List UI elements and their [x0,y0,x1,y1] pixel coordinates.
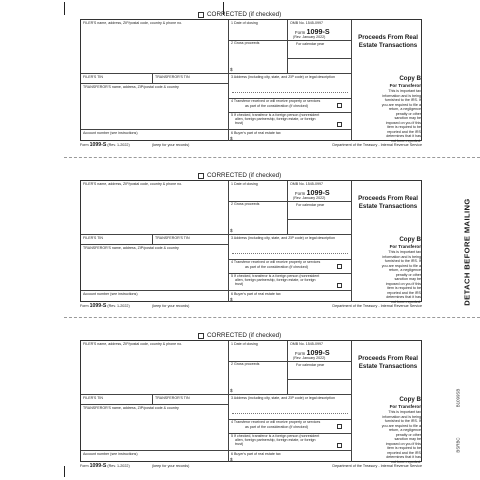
calendar-year-label: For calendar year [296,363,325,367]
box5-label-line3: trust) [235,282,244,286]
footer-form-number: Form 1099-S (Rev. 1-2022) [80,463,130,469]
corrected-label: CORRECTED (if checked) [207,11,282,18]
copy-b-label: Copy B [399,236,421,243]
box5-label-line3: trust) [235,442,244,446]
filer-tin-field[interactable] [81,239,152,244]
transferor-tin-label: TRANSFEROR'S TIN [155,396,190,400]
box6-dollar-sign: $ [230,297,233,302]
box3-address-label: 3 Address (including city, state, and ZIP code) or legal description [231,396,335,400]
filer-tin-field[interactable] [81,399,152,404]
box2-gross-proceeds-field[interactable] [233,207,287,234]
perforation-line-1 [64,157,480,158]
form-footer [80,463,422,471]
account-number-field[interactable] [81,134,228,141]
side-code-top: B1099SB [455,388,461,408]
account-number-label: Account number (see instructions) [83,292,138,296]
box4-label-line2: as part of the consideration (if checked) [245,265,308,269]
box2-gross-proceeds-label: 2 Gross proceeds [231,41,260,45]
filer-tin-label: FILER'S TIN [83,75,103,79]
box1-date-field[interactable] [228,186,287,201]
account-number-field[interactable] [81,295,228,302]
footer-keep-note: (keep for your records) [152,304,190,308]
transferor-name-field[interactable] [81,89,228,129]
form-footer [80,303,422,311]
corrected-checkbox-row[interactable] [198,171,281,180]
transferor-tin-label: TRANSFEROR'S TIN [155,75,190,79]
box1-date-field[interactable] [228,346,287,361]
box4-checkbox[interactable] [337,264,342,269]
footer-keep-note: (keep for your records) [152,143,190,147]
important-tax-notice: This is important tax information and is being furnished to the IRS. If you are required to file a return, a negligence penalty or other sanction may be imposed on you if this item is required to be reported and the IRS determines that it has not been reported. [381,89,421,144]
filer-name-label: FILER'S name, address, ZIP/postal code, country & phone no. [83,182,183,186]
box4-label-line2: as part of the consideration (if checked) [245,104,308,108]
form-grid [80,180,422,305]
box5-checkbox[interactable] [337,443,342,448]
box5-label-line3: trust) [235,121,244,125]
transferor-name-field[interactable] [81,410,228,450]
omb-number: OMB No. 1545-0997 [290,342,323,346]
important-tax-notice: This is important tax information and is being furnished to the IRS. If you are required to file a return, a negligence penalty or other sanction may be imposed on you if this item is required to be reported and the IRS determines that it has not been reported. [381,410,421,465]
calendar-year-label: For calendar year [296,42,325,46]
transferor-tin-field[interactable] [152,399,228,404]
form-number-label: Form 1099-S [295,27,330,36]
box5-label-line2: alien, foreign partnership, foreign estate, or foreign [235,438,316,442]
box5-label-line2: alien, foreign partnership, foreign estate, or foreign [235,278,316,282]
account-number-field[interactable] [81,455,228,462]
box5-checkbox[interactable] [337,122,342,127]
box4-label-line2: as part of the consideration (if checked) [245,425,308,429]
filer-name-label: FILER'S name, address, ZIP/postal code, country & phone no. [83,21,183,25]
box4-label: 4 Transferor received or will receive property or services [231,260,321,264]
footer-department: Department of the Treasury - Internal Revenue Service [332,304,422,308]
corrected-checkbox-row[interactable] [198,10,281,19]
rev-date: (Rev. January 2022) [293,196,326,200]
box4-label: 4 Transferor received or will receive property or services [231,99,321,103]
form-grid [80,340,422,465]
for-transferor-label: For Transferor [389,404,421,409]
calendar-year-label: For calendar year [296,203,325,207]
box4-checkbox[interactable] [337,103,342,108]
bottom-crop-mark [64,466,65,477]
box5-label: 5 If checked, transferor is a foreign person (nonresident [231,113,320,117]
filer-tin-field[interactable] [81,78,152,83]
corrected-checkbox[interactable] [198,333,204,339]
form-1099s-copy [80,171,422,312]
important-tax-notice: This is important tax information and is being furnished to the IRS. If you are required to file a return, a negligence penalty or other sanction may be imposed on you if this item is required to be reported and the IRS determines that it has not been reported. [381,250,421,305]
form-1099s-copy [80,331,422,472]
box3-address-field[interactable] [228,400,351,419]
form-title: Proceeds From Real Estate Transactions [358,195,418,210]
form-number-label: Form 1099-S [295,348,330,357]
calendar-year-field[interactable] [287,207,351,219]
perforation-line-2 [64,317,480,318]
copy-b-label: Copy B [399,396,421,403]
detach-before-mailing-label: DETACH BEFORE MAILING [462,198,472,306]
box2-dollar-sign: $ [230,388,233,393]
form-title: Proceeds From Real Estate Transactions [358,34,418,49]
rev-date: (Rev. January 2022) [293,35,326,39]
filer-name-field[interactable] [81,346,228,394]
rev-date: (Rev. January 2022) [293,356,326,360]
footer-department: Department of the Treasury - Internal Revenue Service [332,143,422,147]
form-1099s-copy [80,10,422,151]
transferor-name-label: TRANSFEROR'S name, address, ZIP/postal code & country [83,406,179,410]
filer-name-label: FILER'S name, address, ZIP/postal code, country & phone no. [83,342,183,346]
filer-name-field[interactable] [81,186,228,234]
account-number-label: Account number (see instructions) [83,131,138,135]
box6-buyer-tax-field[interactable] [233,295,351,302]
account-number-label: Account number (see instructions) [83,452,138,456]
omb-number: OMB No. 1545-0997 [290,182,323,186]
transferor-name-label: TRANSFEROR'S name, address, ZIP/postal code & country [83,246,179,250]
transferor-name-field[interactable] [81,250,228,290]
box5-label: 5 If checked, transferor is a foreign person (nonresident [231,434,320,438]
calendar-year-field[interactable] [287,367,351,379]
box6-buyer-tax-field[interactable] [233,134,351,141]
box4-checkbox[interactable] [337,424,342,429]
box6-buyer-tax-label: 6 Buyer's part of real estate tax [231,452,281,456]
transferor-tin-label: TRANSFEROR'S TIN [155,236,190,240]
footer-form-number: Form 1099-S (Rev. 1-2022) [80,303,130,309]
box5-label: 5 If checked, transferor is a foreign person (nonresident [231,274,320,278]
box3-address-label: 3 Address (including city, state, and ZIP code) or legal description [231,236,335,240]
box2-gross-proceeds-field[interactable] [233,367,287,394]
transferor-tin-field[interactable] [152,239,228,244]
filer-tin-label: FILER'S TIN [83,236,103,240]
box1-date-field[interactable] [228,25,287,40]
filer-tin-label: FILER'S TIN [83,396,103,400]
footer-form-number: Form 1099-S (Rev. 1-2022) [80,142,130,148]
corrected-label: CORRECTED (if checked) [207,332,282,339]
box6-dollar-sign: $ [230,457,233,462]
footer-keep-note: (keep for your records) [152,464,190,468]
box6-buyer-tax-label: 6 Buyer's part of real estate tax [231,292,281,296]
box2-dollar-sign: $ [230,67,233,72]
box4-label: 4 Transferor received or will receive property or services [231,420,321,424]
corrected-checkbox[interactable] [198,173,204,179]
box2-dollar-sign: $ [230,228,233,233]
form-footer [80,142,422,150]
calendar-year-field[interactable] [287,46,351,58]
box1-date-label: 1 Date of closing [231,21,258,25]
box6-buyer-tax-label: 6 Buyer's part of real estate tax [231,131,281,135]
copy-b-label: Copy B [399,75,421,82]
box1-date-label: 1 Date of closing [231,182,258,186]
corrected-checkbox-row[interactable] [198,331,281,340]
omb-number: OMB No. 1545-0997 [290,21,323,25]
box1-date-label: 1 Date of closing [231,342,258,346]
transferor-tin-field[interactable] [152,78,228,83]
box3-address-field[interactable] [228,79,351,98]
form-number-label: Form 1099-S [295,188,330,197]
box2-gross-proceeds-label: 2 Gross proceeds [231,362,260,366]
box6-dollar-sign: $ [230,136,233,141]
box3-address-field[interactable] [228,240,351,259]
corrected-label: CORRECTED (if checked) [207,172,282,179]
corrected-checkbox[interactable] [198,12,204,18]
box6-buyer-tax-field[interactable] [233,455,351,462]
for-transferor-label: For Transferor [389,83,421,88]
form-grid [80,19,422,144]
filer-name-field[interactable] [81,25,228,73]
transferor-name-label: TRANSFEROR'S name, address, ZIP/postal code & country [83,85,179,89]
box5-label-line2: alien, foreign partnership, foreign estate, or foreign [235,117,316,121]
box5-checkbox[interactable] [337,283,342,288]
footer-department: Department of the Treasury - Internal Revenue Service [332,464,422,468]
top-crop-mark-left [64,2,65,15]
box2-gross-proceeds-label: 2 Gross proceeds [231,202,260,206]
form-title: Proceeds From Real Estate Transactions [358,355,418,370]
for-transferor-label: For Transferor [389,244,421,249]
box2-gross-proceeds-field[interactable] [233,46,287,73]
box3-address-label: 3 Address (including city, state, and ZIP code) or legal description [231,75,335,79]
side-code-bottom: BSRBC [455,437,461,453]
